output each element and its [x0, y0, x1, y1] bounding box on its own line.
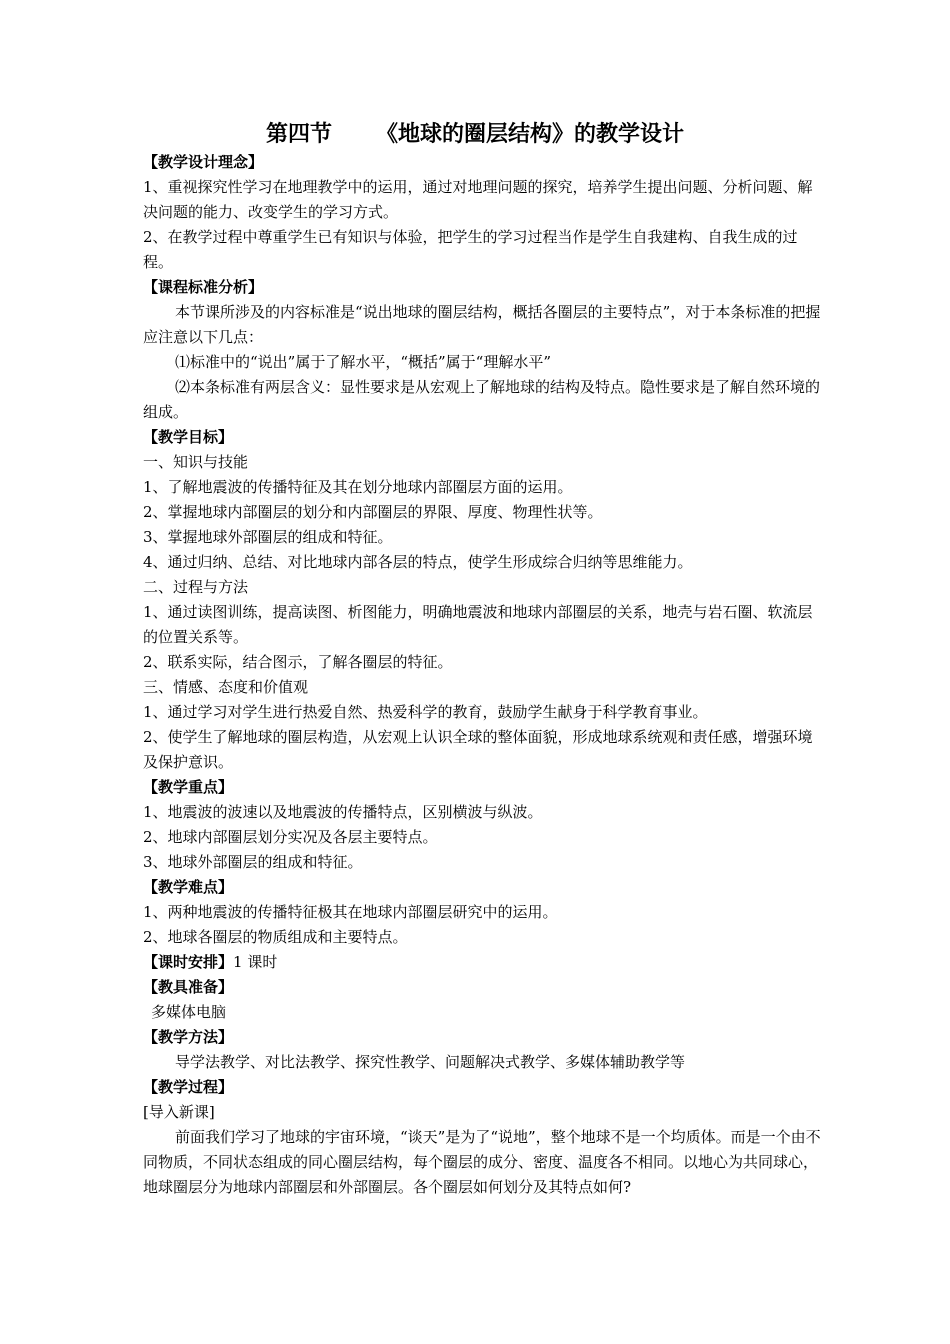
title-text: 《地球的圈层结构》的教学设计: [376, 122, 685, 147]
section-heading-process: 【教学过程】: [143, 1078, 234, 1096]
section-heading-methods: 【教学方法】: [143, 1028, 234, 1046]
sub-heading: 二、过程与方法: [143, 578, 249, 596]
section-heading-difficulties: 【教学难点】: [143, 878, 234, 896]
schedule-line: [143, 950, 823, 975]
list-item: 2、地球各圈层的物质组成和主要特点。: [143, 928, 408, 946]
list-item: 1、了解地震波的传播特征及其在划分地球内部圈层方面的运用。: [143, 478, 573, 496]
intro-label: [导入新课]: [143, 1103, 215, 1121]
paragraph: 2、在教学过程中尊重学生已有知识与体验，把学生的学习过程当作是学生自我建构、自我生成的过程。: [143, 228, 798, 271]
section-heading-schedule: 【课时安排】: [143, 953, 234, 971]
list-item: 1、通过学习对学生进行热爱自然、热爱科学的教育，鼓励学生献身于科学教育事业。: [143, 703, 708, 721]
paragraph: ⑴标准中的“说出”属于了解水平，“概括”属于“理解水平”: [175, 353, 552, 371]
list-item: 1、地震波的波速以及地震波的传播特点，区别横波与纵波。: [143, 803, 543, 821]
list-item: 2、联系实际，结合图示，了解各圈层的特征。: [143, 653, 453, 671]
section-heading-objectives: 【教学目标】: [143, 428, 234, 446]
list-item: 3、掌握地球外部圈层的组成和特征。: [143, 528, 393, 546]
paragraph: 1、重视探究性学习在地理教学中的运用，通过对地理问题的探究，培养学生提出问题、分析问题、解决问题的能力、改变学生的学习方式。: [143, 178, 813, 221]
section-heading-standard-analysis: 【课程标准分析】: [143, 278, 264, 296]
paragraph: ⑵本条标准有两层含义：显性要求是从宏观上了解地球的结构及特点。隐性要求是了解自然环境的组成。: [143, 378, 821, 421]
schedule-value: 1 课时: [233, 953, 278, 971]
list-item: 1、通过读图训练，提高读图、析图能力，明确地震波和地球内部圈层的关系，地壳与岩石圈、软流层的位置关系等。: [143, 603, 813, 646]
section-heading-design-concept: 【教学设计理念】: [143, 153, 264, 171]
tools-value: 多媒体电脑: [151, 1003, 227, 1021]
paragraph: 本节课所涉及的内容标准是“说出地球的圈层结构，概括各圈层的主要特点”，对于本条标准的把握应注意以下几点：: [143, 303, 821, 346]
section-heading-tools: 【教具准备】: [143, 978, 234, 996]
list-item: 2、地球内部圈层划分实况及各层主要特点。: [143, 828, 438, 846]
list-item: 1、两种地震波的传播特征极其在地球内部圈层研究中的运用。: [143, 903, 558, 921]
sub-heading: 三、情感、态度和价值观: [143, 678, 309, 696]
section-heading-key-points: 【教学重点】: [143, 778, 234, 796]
title-section-number: 第四节: [265, 122, 332, 147]
document-body: [143, 150, 823, 1200]
sub-heading: 一、知识与技能: [143, 453, 249, 471]
document-title: [0, 120, 950, 150]
list-item: 2、使学生了解地球的圈层构造，从宏观上认识全球的整体面貌，形成地球系统观和责任感，增强环境及保护意识。: [143, 728, 813, 771]
list-item: 4、通过归纳、总结、对比地球内部各层的特点，使学生形成综合归纳等思维能力。: [143, 553, 693, 571]
paragraph: 前面我们学习了地球的宇宙环境，“谈天”是为了“说地”，整个地球不是一个均质体。而是一个由不同物质，不同状态组成的同心圈层结构，每个圈层的成分、密度、温度各不相同。以地心为共同球心，地球圈层分为地球内部圈层和外部圈层。各个圈层如何划分及其特点如何?: [143, 1128, 821, 1196]
list-item: 3、地球外部圈层的组成和特征。: [143, 853, 363, 871]
list-item: 2、掌握地球内部圈层的划分和内部圈层的界限、厚度、物理性状等。: [143, 503, 603, 521]
methods-value: 导学法教学、对比法教学、探究性教学、问题解决式教学、多媒体辅助教学等: [175, 1053, 686, 1071]
